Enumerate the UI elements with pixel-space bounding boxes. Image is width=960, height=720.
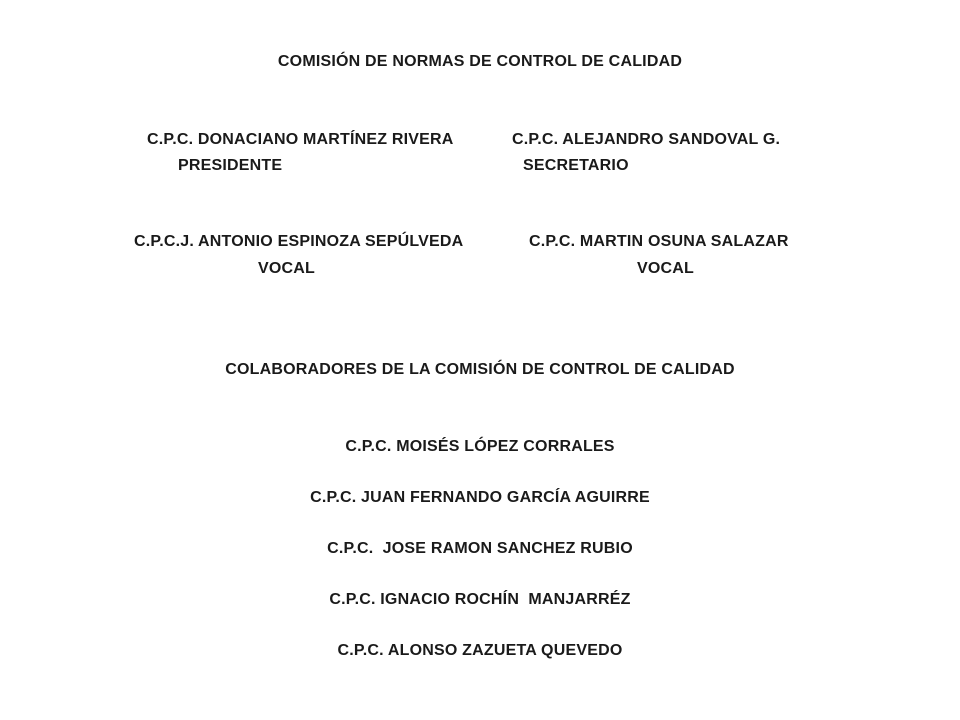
member-name-vocal-1: C.P.C.J. ANTONIO ESPINOZA SEPÚLVEDA (134, 233, 464, 250)
collaborator-name: C.P.C. JOSE RAMON SANCHEZ RUBIO (327, 540, 633, 557)
commission-title: COMISIÓN DE NORMAS DE CONTROL DE CALIDAD (277, 53, 683, 70)
member-name-president: C.P.C. DONACIANO MARTÍNEZ RIVERA (147, 131, 454, 148)
member-role-vocal-1: VOCAL (258, 260, 315, 277)
collaborators-title: COLABORADORES DE LA COMISIÓN DE CONTROL DE CALIDAD (225, 361, 735, 378)
member-role-president: PRESIDENTE (178, 157, 283, 174)
member-name-secretary: C.P.C. ALEJANDRO SANDOVAL G. (512, 131, 781, 148)
member-role-secretary: SECRETARIO (523, 157, 629, 174)
collaborator-name: C.P.C. ALONSO ZAZUETA QUEVEDO (337, 642, 623, 659)
member-role-vocal-2: VOCAL (637, 260, 694, 277)
collaborator-name: C.P.C. JUAN FERNANDO GARCÍA AGUIRRE (310, 489, 650, 506)
collaborator-name: C.P.C. MOISÉS LÓPEZ CORRALES (345, 438, 615, 455)
member-name-vocal-2: C.P.C. MARTIN OSUNA SALAZAR (529, 233, 789, 250)
collaborator-name: C.P.C. IGNACIO ROCHÍN MANJARRÉZ (329, 591, 631, 608)
